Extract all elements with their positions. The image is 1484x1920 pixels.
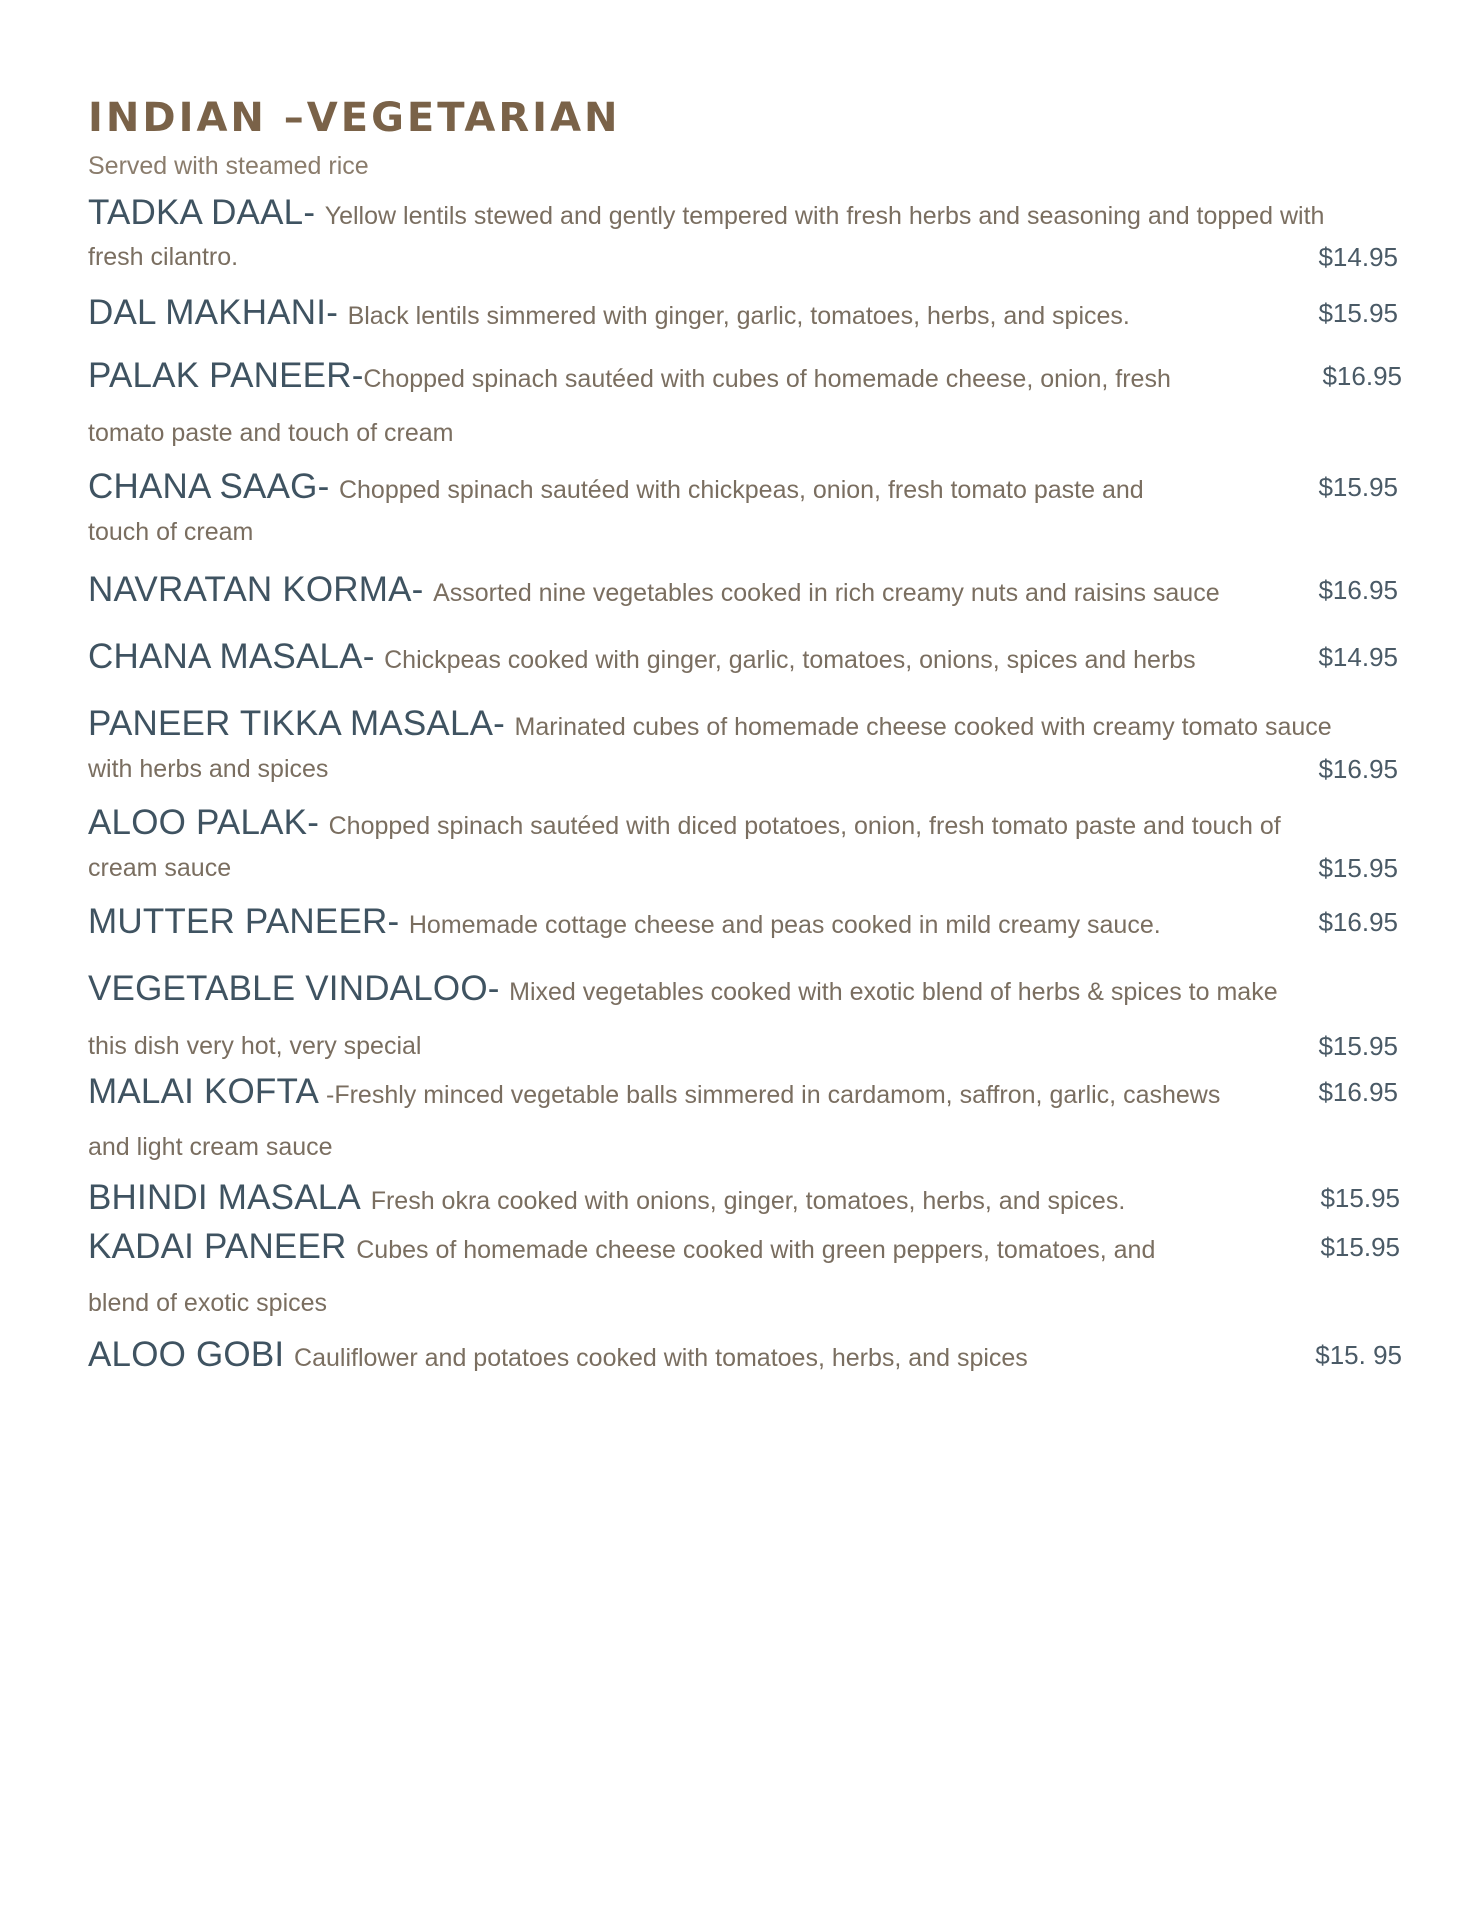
menu-item [88, 1175, 1408, 1224]
item-separator: - [303, 193, 325, 232]
menu-item [88, 463, 1408, 550]
item-name: MALAI KOFTA [88, 1072, 320, 1111]
page-subtitle: Served with steamed rice [88, 152, 369, 180]
item-description: Freshly minced vegetable balls simmered in cardamom, saffron, garlic, cashews [334, 1081, 1221, 1109]
item-description-continued: fresh cilantro. [88, 243, 239, 271]
menu-item [88, 1331, 1408, 1382]
item-separator: - [493, 704, 515, 743]
item-name: BHINDI MASALA [88, 1178, 361, 1217]
item-separator [347, 1227, 357, 1266]
item-separator: - [319, 1081, 335, 1109]
page-title: INDIAN –VEGETARIAN [88, 95, 621, 141]
item-name: CHANA SAAG [88, 467, 318, 506]
item-description: Chickpeas cooked with ginger, garlic, tomatoes, onions, spices and herbs [384, 646, 1196, 674]
menu-item [88, 1068, 1408, 1165]
item-description: Chopped spinach sautéed with diced potatoes, onion, fresh tomato paste and touch of [328, 812, 1281, 840]
item-name: KADAI PANEER [88, 1227, 347, 1266]
menu-item [88, 700, 1408, 787]
item-price: $16.95 [1318, 907, 1398, 937]
item-description: Chopped spinach sautéed with chickpeas, onion, fresh tomato paste and [338, 476, 1144, 504]
item-separator: - [317, 467, 339, 506]
item-price: $15.95 [1318, 472, 1398, 502]
menu-page [88, 88, 1408, 1382]
item-description-continued: blend of exotic spices [88, 1289, 328, 1317]
item-price: $15.95 [1318, 1031, 1398, 1061]
item-price: $15.95 [1318, 298, 1398, 328]
item-description: Mixed vegetables cooked with exotic blend of herbs & spices to make [509, 978, 1278, 1006]
item-price: $14.95 [1318, 242, 1398, 272]
item-price: $15.95 [1320, 1232, 1400, 1262]
item-description: Yellow lentils stewed and gently tempered with fresh herbs and seasoning and topped with [324, 202, 1325, 230]
item-price: $16.95 [1318, 1077, 1398, 1107]
menu-item [88, 190, 1408, 275]
item-description-continued: touch of cream [88, 518, 254, 546]
item-price: $14.95 [1318, 642, 1398, 672]
item-name: MUTTER PANEER [88, 902, 388, 941]
item-name: CHANA MASALA [88, 637, 363, 676]
item-name: VEGETABLE VINDALOO [88, 969, 488, 1008]
menu-item [88, 352, 1408, 451]
item-name: PANEER TIKKA MASALA [88, 704, 494, 743]
item-separator: - [362, 637, 385, 676]
item-separator [284, 1335, 294, 1374]
item-name: PALAK PANEER [88, 356, 352, 395]
item-price: $16.95 [1322, 361, 1402, 391]
menu-item [88, 566, 1408, 617]
item-name: TADKA DAAL [88, 193, 304, 232]
item-price: $16.95 [1318, 575, 1398, 605]
item-description-continued: cream sauce [88, 854, 232, 882]
item-name: ALOO PALAK [88, 803, 308, 842]
item-description: Fresh okra cooked with onions, ginger, tomatoes, herbs, and spices. [370, 1187, 1126, 1215]
item-separator: - [326, 293, 348, 332]
item-price: $15.95 [1318, 853, 1398, 883]
item-name: ALOO GOBI [88, 1335, 285, 1374]
item-separator: - [387, 902, 409, 941]
item-name: NAVRATAN KORMA [88, 570, 412, 609]
item-price: $15. 95 [1315, 1340, 1402, 1370]
item-price: $16.95 [1318, 754, 1398, 784]
item-description: Homemade cottage cheese and peas cooked in mild creamy sauce. [408, 911, 1161, 939]
item-description: Chopped spinach sautéed with cubes of homemade cheese, onion, fresh [363, 365, 1171, 393]
item-name: DAL MAKHANI [88, 293, 327, 332]
item-separator [361, 1178, 371, 1217]
item-description: Assorted nine vegetables cooked in rich creamy nuts and raisins sauce [433, 579, 1220, 607]
item-description: Cauliflower and potatoes cooked with tomatoes, herbs, and spices [294, 1344, 1028, 1372]
item-separator: - [411, 570, 434, 609]
item-description-continued: with herbs and spices [88, 755, 329, 783]
menu-item [88, 799, 1408, 886]
item-description-continued: this dish very hot, very special [88, 1032, 422, 1060]
item-description: Black lentils simmered with ginger, garlic, tomatoes, herbs, and spices. [347, 302, 1130, 330]
menu-item [88, 1224, 1408, 1321]
item-description-continued: tomato paste and touch of cream [88, 419, 454, 447]
item-separator: - [307, 803, 329, 842]
item-separator: - [487, 969, 510, 1008]
menu-item [88, 898, 1408, 949]
item-price: $15.95 [1320, 1183, 1400, 1213]
item-description: Marinated cubes of homemade cheese cooked with creamy tomato sauce [514, 713, 1332, 741]
menu-item [88, 633, 1408, 684]
item-separator: - [351, 356, 364, 395]
item-description-continued: and light cream sauce [88, 1133, 333, 1161]
item-description: Cubes of homemade cheese cooked with green peppers, tomatoes, and [356, 1236, 1156, 1264]
menu-item [88, 289, 1408, 340]
menu-item [88, 965, 1408, 1064]
